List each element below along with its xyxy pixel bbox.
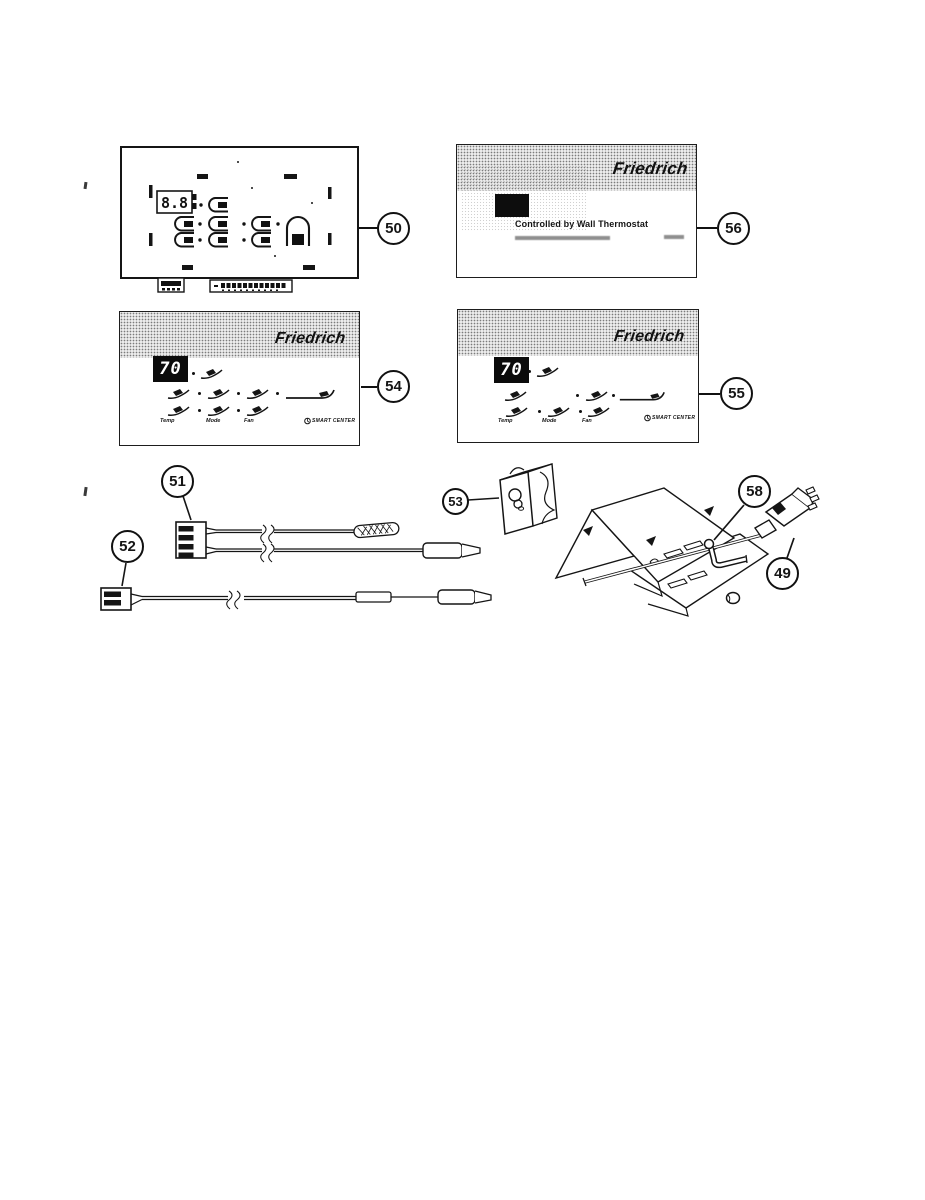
button-pictogram [503,388,527,402]
leader-line [697,227,717,229]
wire-harness-51 [176,496,480,562]
button-pictogram [166,386,190,400]
indicator-dot [237,409,240,412]
grommet [727,593,740,604]
smart-center-icon [304,417,311,425]
temp-label: Temp [160,418,175,424]
button-pictogram [245,403,269,417]
button-pictogram [206,403,230,417]
callout-56: 56 [717,212,750,245]
friedrich-logo: Friedrich [612,159,690,178]
button-pictogram-wide [618,389,666,403]
indicator-dot [237,392,240,395]
wall-thermostat-panel-figure [456,144,697,278]
leader-line [359,227,378,229]
callout-53: 53 [442,488,469,515]
mode-label: Mode [542,418,557,424]
board-led-display [157,191,197,213]
leader-line [468,498,499,500]
mode-label: Mode [206,418,221,424]
wire-break-symbol [261,544,274,562]
smart-center-logo [644,414,695,422]
button-pictogram-wide [284,387,336,401]
inline-splice [356,592,391,602]
indicator-dot [538,410,541,413]
fan-label: Fan [582,418,592,424]
wire [142,597,356,600]
smart-center-icon [644,414,651,422]
callout-58: 58 [738,475,771,508]
button-pictogram [166,403,190,417]
bullet-probe [423,543,480,558]
leader-line [122,563,126,586]
indicator-dot [576,394,579,397]
button-pictogram [584,388,608,402]
connector-2pin [101,588,131,610]
leader-line [183,496,191,520]
smart-center-text: SMART CENTER [312,418,356,424]
display-window [495,194,529,217]
wire-break-symbol [227,591,240,609]
callout-50: 50 [377,212,410,245]
indicator-dot [192,372,195,375]
indicator-dot [276,392,279,395]
callout-51: 51 [161,465,194,498]
sensor-clip-53 [468,464,557,534]
fine-print-illegible [515,236,610,240]
button-pictogram [535,364,559,378]
indicator-dot [198,409,201,412]
button-pictogram [245,386,269,400]
wire [216,549,423,552]
indicator-dot [528,370,531,373]
leader-line [361,386,377,388]
led-display: 70 [153,356,188,382]
button-pictogram [504,404,528,418]
smart-center-logo [304,417,355,425]
indicator-dot [612,394,615,397]
led-display: 70 [494,357,529,383]
mounting-bracket-assembly [556,487,819,616]
scan-artifact [84,182,88,189]
callout-49: 49 [766,557,799,590]
indicator-dot [579,410,582,413]
board-connector-long [210,280,292,292]
fine-print-illegible [664,235,684,239]
wire-break-symbol [261,525,274,543]
button-pictogram [199,366,223,380]
friedrich-logo: Friedrich [612,328,686,345]
callout-52: 52 [111,530,144,563]
wire [216,530,356,533]
callout-55: 55 [720,377,753,410]
callout-54: 54 [377,370,410,403]
braided-sensor-tip [353,522,399,538]
button-pictogram [206,386,230,400]
panel-title: Controlled by Wall Thermostat [515,219,649,229]
board-connector-small [158,278,184,292]
control-board-figure [120,146,360,296]
control-panel-55-figure [457,309,699,443]
bullet-probe [438,590,491,604]
wire-harness-52 [101,563,491,610]
leader-line [787,538,794,558]
button-pictogram [546,404,570,418]
board-display-value: 8.8 [160,194,189,212]
control-panel-54-figure [119,311,360,446]
button-pictogram [586,404,610,418]
temp-label: Temp [498,418,513,424]
leader-line [699,393,720,395]
indicator-dot [198,392,201,395]
smart-center-text: SMART CENTER [652,415,696,421]
fan-label: Fan [244,418,254,424]
friedrich-logo: Friedrich [273,330,347,347]
